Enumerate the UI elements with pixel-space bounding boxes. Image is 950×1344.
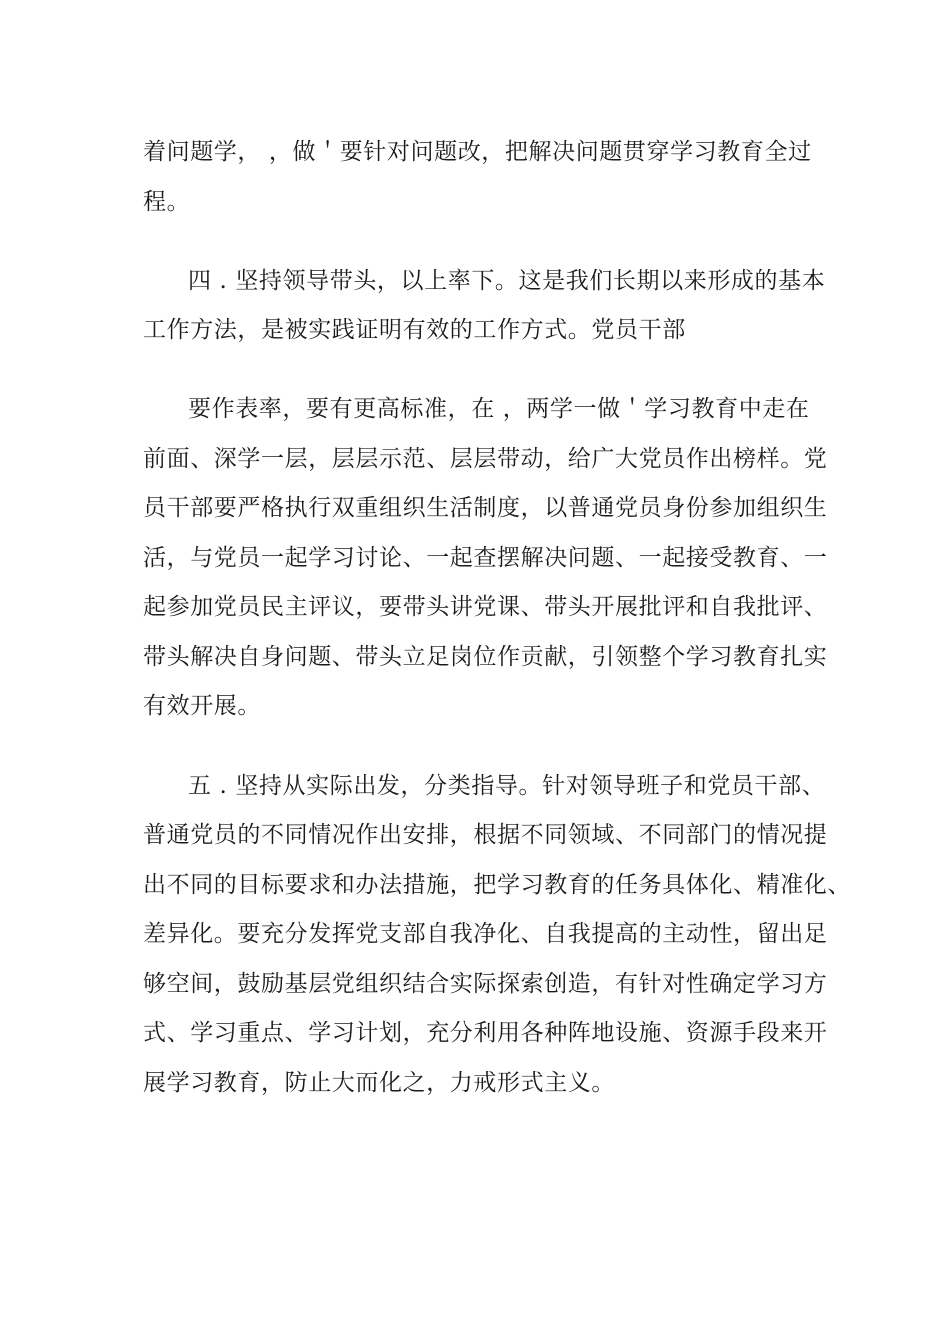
paragraph-3-line-5: 起参加党员民主评议，要带头讲党课、带头开展批评和自我批评、 [143, 594, 828, 620]
paragraph-3-line-6: 带头解决自身问题、带头立足岗位作贡献，引领整个学习教育扎实 [143, 644, 828, 670]
paragraph-4-line-7: 展学习教育，防止大而化之，力戒形式主义。 [143, 1070, 615, 1096]
paragraph-1-line-2: 程。 [143, 189, 191, 215]
paragraph-4-line-1: 五 . 坚持从实际出发，分类指导。针对领导班子和党员干部、 [188, 773, 826, 799]
paragraph-4-line-5: 够空间，鼓励基层党组织结合实际探索创造，有针对性确定学习方 [143, 971, 828, 997]
paragraph-4-line-3: 出不同的目标要求和办法措施，把学习教育的任务具体化、精准化、 [143, 872, 851, 898]
paragraph-3-line-2: 前面、深学一层，层层示范、层层带动，给广大党员作出榜样。党 [143, 446, 828, 472]
paragraph-4-line-2: 普通党员的不同情况作出安排，根据不同领域、不同部门的情况提 [143, 822, 828, 848]
paragraph-3-line-7: 有效开展。 [143, 693, 261, 719]
paragraph-1-line-1: 着问题学， ，做＇要针对问题改，把解决问题贯穿学习教育全过 [143, 139, 812, 165]
paragraph-2-line-2: 工作方法，是被实践证明有效的工作方式。党员干部 [143, 317, 686, 343]
paragraph-3-line-3: 员干部要严格执行双重组织生活制度，以普通党员身份参加组织生 [143, 495, 828, 521]
paragraph-2-line-1: 四 . 坚持领导带头，以上率下。这是我们长期以来形成的基本 [188, 268, 826, 294]
paragraph-4-line-4: 差异化。要充分发挥党支部自我净化、自我提高的主动性，留出足 [143, 921, 828, 947]
paragraph-3-line-4: 活，与党员一起学习讨论、一起查摆解决问题、一起接受教育、一 [143, 545, 828, 571]
paragraph-3-line-1: 要作表率，要有更高标准，在 ，两学一做＇学习教育中走在 [188, 396, 810, 422]
paragraph-4-line-6: 式、学习重点、学习计划，充分利用各种阵地设施、资源手段来开 [143, 1020, 828, 1046]
